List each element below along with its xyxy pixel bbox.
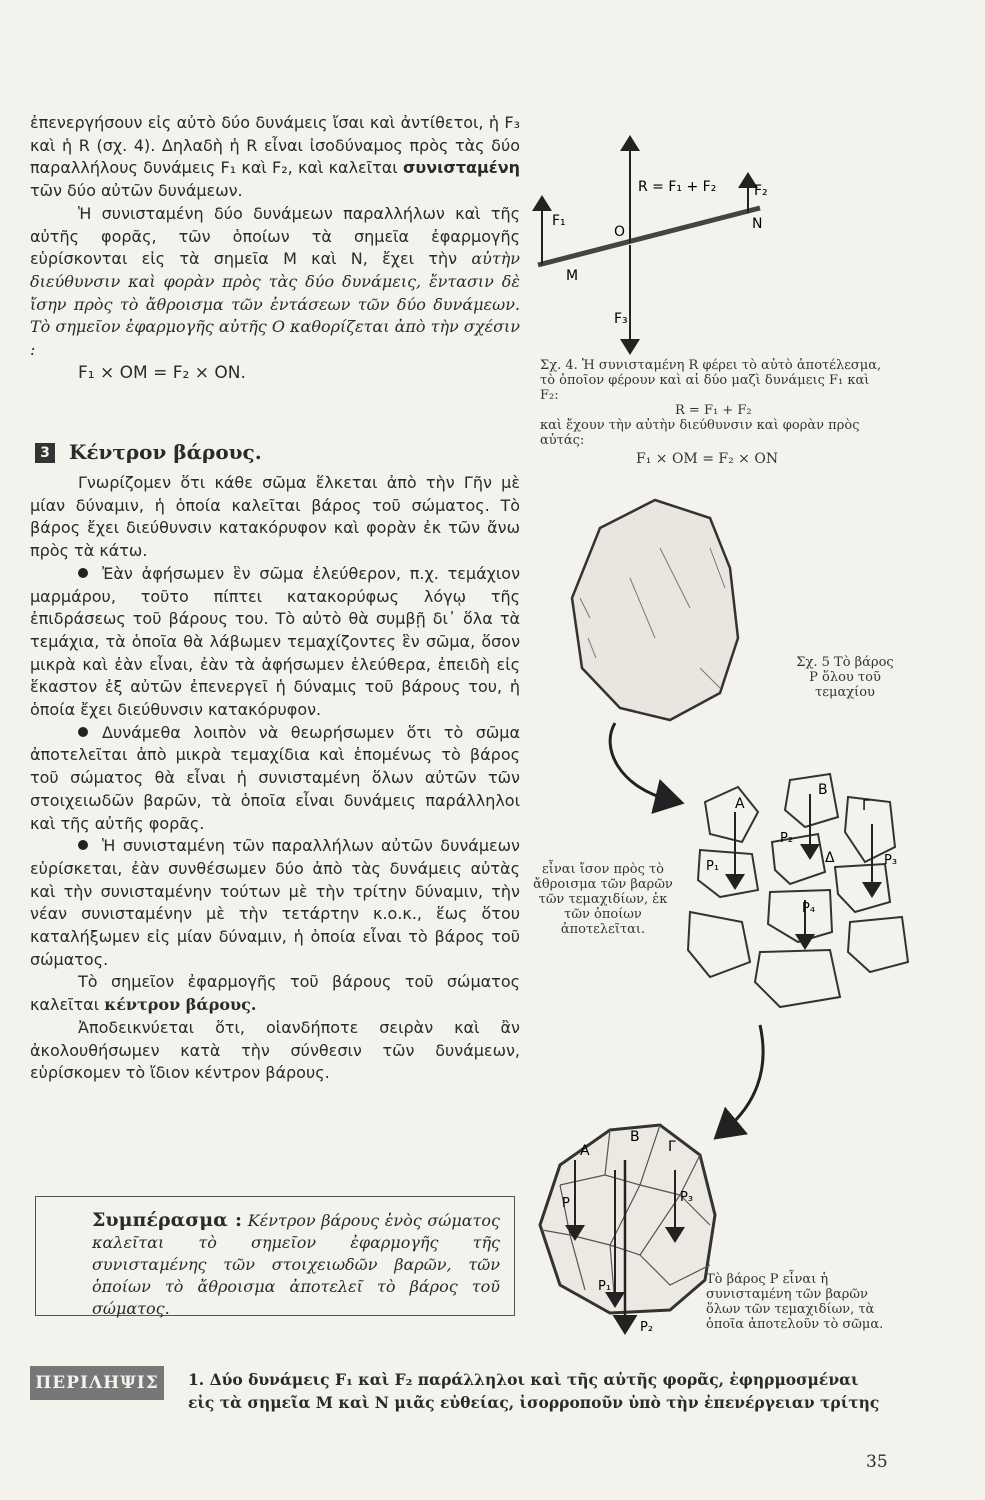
intro-text-end: τῶν δύο αὐτῶν δυνάμεων. [30,181,243,201]
center-of-gravity-text [30,472,520,1085]
fragment-8 [848,917,908,972]
figure-4-caption [540,358,890,467]
figure-5-caption-mid: εἶναι ἴσον πρὸς τὸ ἄθροισμα τῶν βαρῶν τῶν τεμαχιδίων, ἐκ τῶν ὁποίων ἀποτελεῖται. [533,862,673,937]
conclusion-text: Κέντρον βάρους ἑνὸς σώματος καλεῖται τὸ σημεῖον ἐφαρμογῆς τῆς συνισταμένης τῶν στοιχειωδῶν βαρῶν, τῶν ὁποίων τὸ ἄθροισμα ἀποτελεῖ τὸ βάρος τοῦ σώματος. [92,1211,500,1318]
resultant-definition-italic: αὐτὴν διεύθυνσιν καὶ φορὰν πρὸς τὰς δύο δυνάμεις, ἔντασιν δὲ ἴσην πρὸς τὸ ἄθροισμα τῶν ἐντάσεων τῶν δύο δυνάμεων. Τὸ σημεῖον ἐφαρμογῆς αὐτῆς Ο καθορίζεται ἀπὸ τὴν σχέσιν : [30,249,521,360]
label-f1: F₁ [552,213,566,229]
label-p3-assembled: P₃ [680,1190,694,1205]
fragment-d [835,864,890,912]
label-f3: F₃ [614,311,628,327]
figure-5-caption-bottom: Τὸ βάρος P εἶναι ἡ συνισταμένη τῶν βαρῶν ὅλων τῶν τεμαχιδίων, τὰ ὁποῖα ἀποτελοῦν τὸ σῶμα. [706,1272,884,1332]
fragment-9 [755,950,840,1007]
conclusion-label: Συμπέρασμα : [92,1209,243,1231]
label-a-assembled: A [580,1143,590,1159]
resultant-definition: Ἡ συνισταμένη δύο δυνάμεων παραλλήλων καὶ τῆς αὐτῆς φορᾶς, τῶν ὁποίων τὰ σημεῖα ἐφαρμογῆς εὑρίσκονται εἰς τὰ σημεῖα Μ καὶ Ν, ἔχει τὴν [30,203,520,269]
label-p1-assembled: P₁ [598,1279,612,1294]
resultant-term: συνισταμένη [402,158,520,178]
figure-4-eq1: R = F₁ + F₂ [675,403,752,418]
label-f2: F₂ [754,183,768,199]
bullet-1-text: Ἐὰν ἀφήσωμεν ἓν σῶμα ἐλεύθερον, π.χ. τεμάχιον μαρμάρου, τοῦτο πίπτει κατακορύφως λόγῳ τῆς ἐπιδράσεως τοῦ βάρους του. Τὸ αὐτὸ θὰ συμβῇ δι᾽ ὅλα τὰ τεμάχια, τὰ ὁποῖα θὰ λάβωμεν τεμαχίζοντες ἓν σῶμα, ὅσον μικρὰ καὶ ἐὰν εἶναι, ἐὰν τὰ ἀφήσωμεν ἐλεύθερα, ἐπειδὴ εἰς ἕκαστον ἐξ αὐτῶν ἐπενεργεῖ ἡ δύναμις τοῦ βάρους του, ἡ ὁποία ἔχει διεύθυνσιν κατακόρυφον. [30,563,520,720]
figure-5-assembled [530,1115,730,1345]
summary-badge: ΠΕΡΙΛΗΨΙΣ [30,1366,164,1400]
label-o: O [614,224,626,240]
center-term: κέντρον βάρους. [104,995,257,1015]
figure-4-caption-2: καὶ ἔχουν τὴν αὐτὴν διεύθυνσιν καὶ φορὰν πρὸς αὐτάς: [540,418,860,448]
section-heading [35,440,262,464]
bullet-icon [78,727,88,737]
label-p1: P₁ [706,859,720,874]
label-p4: P₄ [802,901,816,916]
figure-5-fragments [680,772,920,1012]
label-p2: P₂ [780,831,794,846]
fragment-6 [688,912,750,977]
summary-text: 1. Δύο δυνάμεις F₁ καὶ F₂ παράλληλοι καὶ τῆς αὐτῆς φορᾶς, ἐφηρμοσμέναι εἰς τὰ σημεῖα Μ καὶ Ν μιᾶς εὐθείας, ἰσορροποῦν ὑπὸ τὴν ἐπενέργειαν τρίτης [188,1370,880,1412]
label-g-assembled: Γ [668,1139,676,1155]
label-b-assembled: B [630,1129,640,1145]
figure-5-rock [560,488,760,818]
figure-5-caption-top: Σχ. 5 Τὸ βάρος P ὅλου τοῦ τεμαχίου [796,655,894,700]
curved-arrow-1 [610,723,670,800]
bullet-icon [78,568,88,578]
label-d: Δ [825,850,835,866]
intro-text: ἐπενεργήσουν εἰς αὐτὸ δύο δυνάμεις ἴσαι καὶ ἀντίθετοι, ἡ F₃ καὶ ἡ R (σχ. 4). Δηλαδὴ ἡ R εἶναι ἰσοδύναμος πρὸς τὰς δύο παραλλήλους δυνάμεις F₁ καὶ F₂, καὶ καλεῖται [30,113,520,178]
label-n: N [752,216,763,232]
bullet-2-text: Δυνάμεθα λοιπὸν νὰ θεωρήσωμεν ὅτι τὸ σῶμα ἀποτελεῖται ἀπὸ μικρὰ τεμαχίδια καὶ ἑπομένως τὸ βάρος τοῦ σώματος θὰ εἶναι ἡ συνισταμένη ὅλων αὐτῶν τῶν στοιχειωδῶν βαρῶν, τὰ ὁποῖα εἶναι δυνάμεις παράλληλοι καὶ τῆς αὐτῆς φορᾶς. [30,722,520,833]
conclusion-box [35,1196,515,1316]
label-g: Γ [862,798,870,814]
label-b: B [818,782,828,798]
bullet-3-text: Ἡ συνισταμένη τῶν παραλλήλων αὐτῶν δυνάμεων εὑρίσκεται, ἐὰν συνθέσωμεν δύο ἀπὸ τὰς δυνάμεις αὐτὰς καὶ τὴν συνισταμένην τούτων μὲ τὴν τρίτην δύναμιν, τὴν νέαν συνισταμένην μὲ τὴν τετάρτην κ.ο.κ., ἕως ὅτου καταλήξωμεν εἰς μίαν δύναμιν, ἡ ὁποία εἶναι τὸ βάρος τοῦ σώματος. [30,836,520,969]
fragment-p4 [768,890,832,942]
marble-piece [572,500,738,720]
bullet-icon [78,840,88,850]
lever-bar [538,208,763,265]
arrow-path [725,1025,763,1130]
order-paragraph: Ἀποδεικνύεται ὅτι, οἱανδήποτε σειρὰν καὶ ἂν ἀκολουθήσωμεν κατὰ τὴν σύνθεσιν τῶν δυνάμεων, εὑρίσκομεν τὸ ἴδιον κέντρον βάρους. [30,1017,520,1083]
section-title: Κέντρον βάρους. [69,440,262,464]
center-definition: Τὸ σημεῖον ἐφαρμογῆς τοῦ βάρους τοῦ σώματος καλεῖται [30,972,520,1015]
label-a: A [735,796,745,812]
intro-paragraph [30,112,520,384]
figure-4-caption-text: Σχ. 4. Ἡ συνισταμένη R φέρει τὸ αὐτὸ ἀποτέλεσμα, τὸ ὁποῖον φέρουν καὶ αἱ δύο μαζὶ δυνάμεις F₁ καὶ F₂: [540,358,882,403]
figure-4-diagram [530,125,790,355]
page-number: 35 [866,1452,888,1472]
label-p-assembled: P [562,1196,570,1211]
label-p3: P₃ [884,853,898,868]
moment-formula: F₁ × OM = F₂ × ON. [78,362,246,383]
weight-paragraph: Γνωρίζομεν ὅτι κάθε σῶμα ἕλκεται ἀπὸ τὴν Γῆν μὲ μίαν δύναμιν, ἡ ὁποία καλεῖται βάρος τοῦ σώματος. Τὸ βάρος ἔχει διεύθυνσιν κατακόρυφον καὶ φορὰν ἐκ τῶν ἄνω πρὸς τὰ κάτω. [30,473,520,561]
figure-4-eq2: F₁ × OM = F₂ × ON [636,451,779,467]
fragment-a [705,787,758,842]
label-r: R = F₁ + F₂ [638,179,717,195]
label-p2-assembled: P₂ [640,1320,654,1335]
fragment-b [785,774,838,827]
section-number: 3 [35,443,55,463]
label-m: M [566,268,579,284]
